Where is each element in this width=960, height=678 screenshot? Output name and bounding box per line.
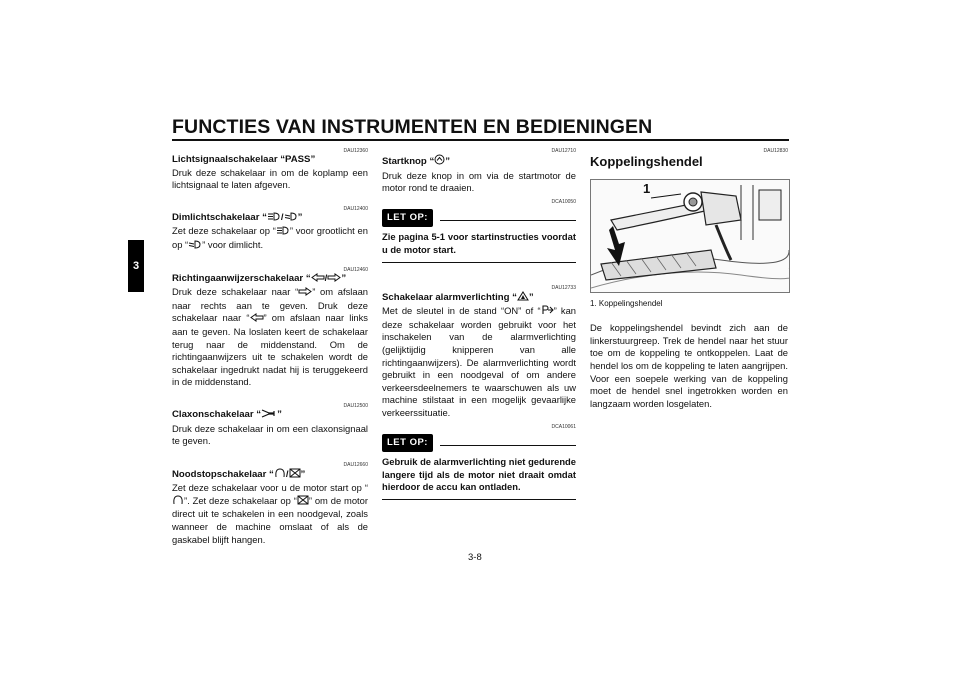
section-code: DAU12360 — [343, 148, 368, 154]
notice-box — [382, 209, 576, 263]
section-start — [382, 148, 576, 195]
text-part: ” om afslaan naar links aan te geven. Na loslaten keert de schakelaar terug naar de middenstand. Om de richtingaanwijzers uit te schakelen wordt de schakelaar ingedrukt nadat hij is teruggekeerd in de middenstand. — [172, 312, 368, 388]
column-2 — [382, 148, 576, 500]
turn-left-icon — [311, 273, 325, 287]
section-text — [172, 225, 368, 252]
section-text: Druk deze schakelaar in om de koplamp een lichtsignaal te laten afgeven. — [172, 166, 368, 191]
heading-part: ” — [277, 408, 282, 420]
section-heading: Lichtsignaalschakelaar “PASS” — [172, 154, 316, 165]
section-code: DAU12500 — [343, 402, 368, 409]
low-beam-icon — [188, 240, 202, 253]
heading-part: Schakelaar alarmverlichting “ — [382, 291, 517, 303]
high-beam-icon — [267, 212, 281, 226]
section-pass — [172, 148, 368, 192]
page-title: FUNCTIES VAN INSTRUMENTEN EN BEDIENINGEN — [172, 116, 653, 138]
engine-stop-icon — [297, 495, 309, 509]
text-part: ” voor grootlicht en op “ — [172, 225, 368, 250]
section-horn — [172, 403, 368, 448]
notice-code: DCA10061 — [551, 423, 576, 430]
heading-part: ” — [300, 468, 306, 480]
start-icon — [434, 154, 445, 170]
text-part: ” om de motor direct uit te schakelen in een noodgeval, zoals wanneer de machine omslaat of als de gaskabel blijft hangen. — [172, 494, 368, 545]
callout-number: 1 — [643, 180, 651, 196]
text-part: ” om afslaan naar rechts aan te geven. Druk deze schakelaar naar “ — [172, 286, 369, 324]
heading-part: Richtingaanwijzerschakelaar “ — [172, 272, 311, 284]
high-beam-icon — [276, 226, 290, 239]
text-part: ”. Zet deze schakelaar op “ — [184, 494, 297, 506]
section-code: DAU12710 — [551, 148, 576, 154]
section-text: Druk deze knop in om via de startmotor de motor rond te draaien. — [382, 169, 576, 194]
heading-part: ” — [445, 156, 451, 167]
text-part: Druk deze schakelaar naar “ — [172, 286, 299, 298]
section-text — [172, 286, 368, 389]
run-icon — [172, 495, 184, 509]
notice-rule — [440, 445, 576, 446]
section-heading: Koppelingshendel — [590, 154, 703, 169]
figure-caption: 1. Koppelingshendel — [590, 298, 663, 308]
heading-part: Startknop “ — [382, 156, 435, 167]
heading-part: / — [280, 211, 284, 223]
turn-right-icon — [298, 287, 312, 300]
section-code: DAU12830 — [763, 148, 788, 154]
section-hazard — [382, 285, 576, 420]
heading-part: / — [324, 272, 328, 284]
hazard-icon — [517, 291, 529, 306]
notice-rule — [440, 220, 576, 221]
clutch-lever-illustration — [590, 179, 790, 293]
notice-text: Gebruik de alarmverlichting niet gedurende langere tijd als de motor niet draait omdat hierdoor de accu kan ontladen. — [382, 456, 576, 500]
park-icon — [541, 305, 554, 319]
heading-part: Dimlichtschakelaar “ — [172, 211, 267, 223]
section-code: DAU12733 — [551, 284, 576, 291]
section-heading — [382, 154, 576, 170]
section-text — [172, 482, 368, 546]
section-turn — [172, 267, 368, 389]
title-rule — [172, 139, 789, 141]
section-code: DAU12660 — [343, 461, 368, 468]
heading-part: ” — [297, 211, 303, 223]
column-3 — [590, 148, 788, 410]
engine-stop-icon — [289, 468, 301, 483]
horn-icon — [261, 409, 277, 423]
notice-badge: LET OP: — [382, 434, 433, 453]
turn-left-icon — [250, 313, 264, 326]
section-heading — [172, 212, 368, 226]
column-1 — [172, 148, 368, 560]
heading-part: ” — [528, 291, 534, 303]
chapter-tab: 3 — [128, 240, 144, 292]
notice-text: Zie pagina 5-1 voor startinstructies voordat u de motor start. — [382, 231, 576, 262]
section-heading — [172, 273, 368, 287]
text-part: ” voor dimlicht. — [202, 238, 264, 250]
low-beam-icon — [284, 212, 298, 226]
page-number: 3-8 — [468, 552, 482, 563]
heading-part: Claxonschakelaar “ — [172, 408, 262, 420]
turn-right-icon — [324, 272, 341, 287]
section-code: DAU12460 — [343, 266, 368, 273]
section-dim — [172, 206, 368, 253]
section-heading — [382, 291, 576, 306]
notice-code: DCA10050 — [551, 198, 576, 205]
notice-badge: LET OP: — [382, 209, 433, 228]
section-heading — [172, 468, 368, 483]
text-part: Zet deze schakelaar voor u de motor start op “ — [172, 482, 368, 494]
section-text: Druk deze schakelaar in om een claxonsignaal te geven. — [172, 422, 368, 447]
text-part: Zet deze schakelaar op “ — [172, 225, 276, 237]
text-part: Met de sleutel in de stand “ON” of “ — [382, 305, 541, 317]
section-stop — [172, 462, 368, 547]
section-text: De koppelingshendel bevindt zich aan de linkerstuurgreep. Trek de hendel naar het stuur toe om de koppeling te ontkoppelen. Laat de hendel los om de koppeling te laten aangrijpen. Voor een soepele werking van de koppeling moet de hendel snel ingetrokken worden en langzaam worden losgelaten. — [590, 322, 788, 409]
section-text — [382, 305, 576, 419]
section-code: DAU12400 — [343, 205, 368, 212]
text-part: ” kan deze schakelaar worden gebruikt voor het inschakelen van de alarmverlichting (gelijktijdig knipperen van alle richtingaanwijzers). De alarmverlichting wordt gebruikt in een noodgeval of om andere verkeersdeelnemers te waarschuwen als uw machine stilstaat in een mogelijk gevaarlijke verkeerssituatie. — [382, 305, 577, 418]
notice-box — [382, 434, 576, 500]
run-icon — [274, 468, 286, 483]
heading-part: ” — [341, 272, 347, 284]
section-heading — [172, 409, 368, 423]
heading-part: / — [285, 468, 289, 480]
heading-part: Noodstopschakelaar “ — [172, 468, 274, 480]
